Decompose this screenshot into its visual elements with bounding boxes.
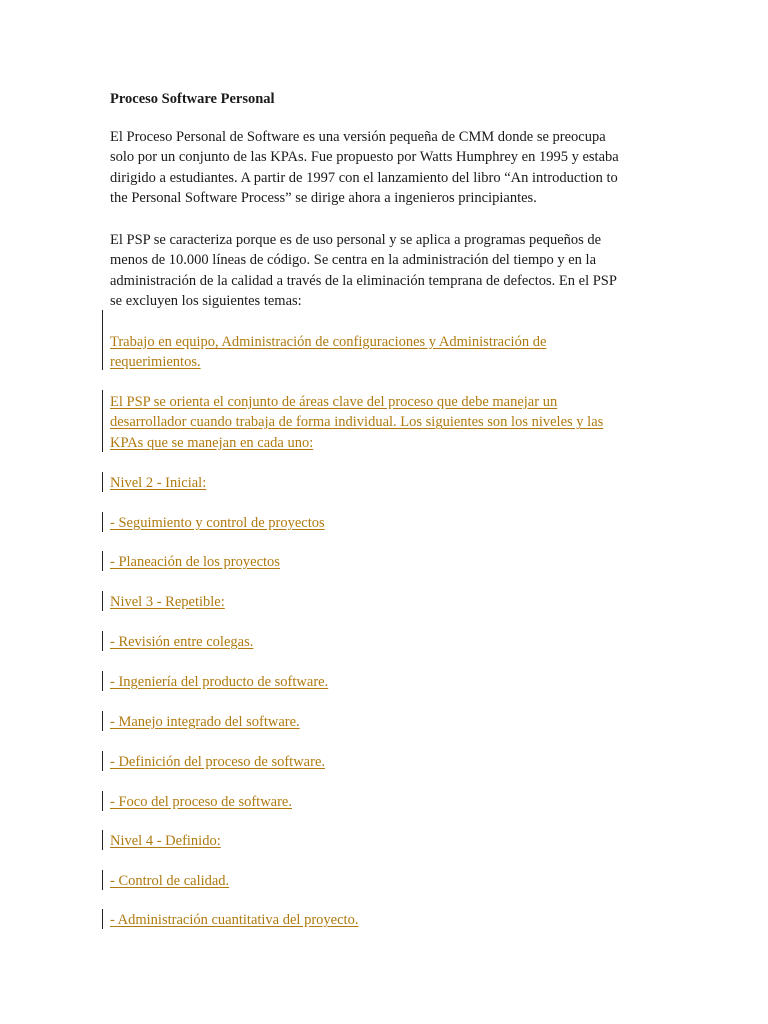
- tracked-line: Nivel 2 - Inicial:: [110, 475, 207, 491]
- change-bar: [102, 791, 103, 811]
- change-bar: [102, 551, 103, 571]
- change-bar: [102, 870, 103, 890]
- tracked-item-level-4[interactable]: [110, 831, 221, 851]
- text-line: El PSP se caracteriza porque es de uso personal y se aplica a programas pequeños de: [110, 232, 602, 248]
- tracked-line: - Manejo integrado del software.: [110, 714, 300, 730]
- tracked-line: El PSP se orienta el conjunto de áreas clave del proceso que debe manejar un: [110, 394, 558, 410]
- change-bar: [102, 512, 103, 532]
- change-bar: [102, 671, 103, 691]
- change-bar: [102, 390, 103, 452]
- tracked-line: - Control de calidad.: [110, 873, 230, 889]
- change-bar: [102, 711, 103, 731]
- text-line: El Proceso Personal de Software es una versión pequeña de CMM donde se preocupa: [110, 129, 606, 145]
- change-bar: [102, 472, 103, 492]
- tracked-line: Nivel 4 - Definido:: [110, 833, 221, 849]
- tracked-item-quantitative-management[interactable]: [110, 910, 358, 930]
- change-bar: [102, 631, 103, 651]
- tracked-line: - Planeación de los proyectos: [110, 554, 280, 570]
- tracked-line: Nivel 3 - Repetible:: [110, 594, 225, 610]
- change-bar: [102, 310, 103, 370]
- tracked-item-kpa-intro[interactable]: [110, 392, 603, 453]
- tracked-line: requerimientos.: [110, 354, 201, 371]
- tracked-item-level-2[interactable]: [110, 473, 206, 493]
- tracked-line: KPAs que se manejan en cada uno:: [110, 434, 314, 451]
- tracked-line: - Revisión entre colegas.: [110, 634, 254, 650]
- tracked-line: desarrollador cuando trabaja de forma individual. Los siguientes son los niveles y las: [110, 414, 604, 431]
- text-line: se excluyen los siguientes temas:: [110, 292, 302, 309]
- change-bar: [102, 909, 103, 929]
- tracked-line: Trabajo en equipo, Administración de configuraciones y Administración de: [110, 334, 547, 350]
- change-bar: [102, 591, 103, 611]
- tracked-item-product-engineering[interactable]: [110, 672, 328, 692]
- tracked-line: - Foco del proceso de software.: [110, 794, 292, 810]
- tracked-line: - Ingeniería del producto de software.: [110, 674, 329, 690]
- tracked-line: - Administración cuantitativa del proyecto.: [110, 912, 359, 928]
- tracked-line: - Seguimiento y control de proyectos: [110, 515, 325, 531]
- text-line: menos de 10.000 líneas de código. Se centra en la administración del tiempo y en la: [110, 252, 597, 269]
- change-bar: [102, 751, 103, 771]
- text-line: administración de la calidad a través de la eliminación temprana de defectos. En el PSP: [110, 272, 617, 289]
- tracked-item-project-tracking[interactable]: [110, 513, 325, 533]
- tracked-item-project-planning[interactable]: [110, 552, 280, 572]
- tracked-item-integrated-management[interactable]: [110, 712, 300, 732]
- paragraph-psp: [110, 230, 670, 311]
- tracked-item-process-focus[interactable]: [110, 792, 292, 812]
- tracked-line: - Definición del proceso de software.: [110, 754, 326, 770]
- tracked-item-quality-control[interactable]: [110, 871, 229, 891]
- change-bar: [102, 830, 103, 850]
- tracked-item-peer-review[interactable]: [110, 632, 253, 652]
- text-line: dirigido a estudiantes. A partir de 1997 con el lanzamiento del libro “An introduction to: [110, 169, 618, 186]
- paragraph-intro: [110, 127, 670, 208]
- text-line: the Personal Software Process” se dirige ahora a ingenieros principiantes.: [110, 189, 537, 206]
- document-title: Proceso Software Personal: [110, 91, 275, 107]
- tracked-item-level-3[interactable]: [110, 592, 225, 612]
- tracked-item-teamwork[interactable]: [110, 332, 546, 373]
- tracked-item-process-definition[interactable]: [110, 752, 325, 772]
- text-line: solo por un conjunto de las KPAs. Fue propuesto por Watts Humphrey en 1995 y estaba: [110, 149, 619, 166]
